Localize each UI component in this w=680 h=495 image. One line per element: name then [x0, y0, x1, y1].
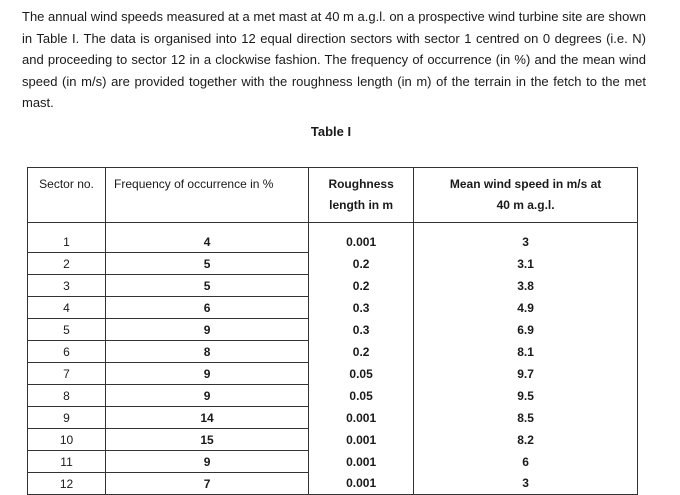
table-row	[28, 385, 638, 407]
table-spacer-row	[28, 223, 638, 232]
wind-speed-cell: 3.8	[414, 275, 638, 297]
intro-paragraph: The annual wind speeds measured at a met mast at 40 m a.g.l. on a prospective wind turbine site are shown in Table I. The data is organised into 12 equal direction sectors with sector 1 centred on 0 degrees (i.e. N) and proceeding to sector 12 in a clockwise fashion. The frequency of occurrence (in %) and the mean wind speed (in m/s) are provided together with the roughness length (in m) of the terrain in the fetch to the met mast.	[22, 9, 646, 110]
wind-speed-cell: 4.9	[414, 297, 638, 319]
frequency-cell: 8	[106, 341, 309, 363]
frequency-cell: 9	[106, 319, 309, 341]
table-row	[28, 429, 638, 451]
roughness-cell: 0.001	[309, 451, 414, 473]
table-row	[28, 275, 638, 297]
frequency-cell: 7	[106, 473, 309, 495]
wind-speed-cell: 8.2	[414, 429, 638, 451]
frequency-cell: 9	[106, 451, 309, 473]
table-row	[28, 363, 638, 385]
frequency-cell: 9	[106, 363, 309, 385]
header-wind-line1: Mean wind speed in m/s at	[449, 177, 602, 191]
table-row	[28, 341, 638, 363]
header-wind-line2: 40 m a.g.l.	[496, 198, 555, 212]
wind-speed-cell: 8.5	[414, 407, 638, 429]
spacer-cell	[28, 223, 106, 232]
wind-data-table	[27, 167, 638, 495]
wind-speed-cell: 8.1	[414, 341, 638, 363]
sector-cell: 10	[28, 429, 106, 451]
frequency-cell: 15	[106, 429, 309, 451]
wind-speed-cell: 3.1	[414, 253, 638, 275]
sector-cell: 7	[28, 363, 106, 385]
header-wind-speed	[414, 168, 638, 223]
table-row	[28, 473, 638, 495]
roughness-cell: 0.05	[309, 385, 414, 407]
header-roughness-line1: Roughness	[328, 177, 394, 191]
sector-cell: 11	[28, 451, 106, 473]
spacer-cell	[414, 223, 638, 232]
table-row	[28, 319, 638, 341]
header-frequency: Frequency of occurrence in %	[106, 168, 309, 223]
table-body	[28, 223, 638, 495]
header-roughness	[309, 168, 414, 223]
header-sector: Sector no.	[28, 168, 106, 223]
roughness-cell: 0.2	[309, 275, 414, 297]
sector-cell: 12	[28, 473, 106, 495]
sector-cell: 4	[28, 297, 106, 319]
wind-speed-cell: 6	[414, 451, 638, 473]
wind-speed-cell: 6.9	[414, 319, 638, 341]
table-caption	[0, 124, 680, 139]
table-row	[28, 451, 638, 473]
sector-cell: 5	[28, 319, 106, 341]
sector-cell: 1	[28, 231, 106, 253]
sector-cell: 6	[28, 341, 106, 363]
roughness-cell: 0.2	[309, 341, 414, 363]
frequency-cell: 6	[106, 297, 309, 319]
frequency-cell: 4	[106, 231, 309, 253]
roughness-cell: 0.001	[309, 231, 414, 253]
table-header-row	[28, 168, 638, 223]
wind-speed-cell: 3	[414, 231, 638, 253]
wind-speed-cell: 3	[414, 473, 638, 495]
roughness-cell: 0.2	[309, 253, 414, 275]
wind-speed-cell: 9.5	[414, 385, 638, 407]
table-row	[28, 253, 638, 275]
table-caption-text: Table I	[310, 124, 352, 139]
table-row	[28, 407, 638, 429]
spacer-cell	[106, 223, 309, 232]
roughness-cell: 0.001	[309, 473, 414, 495]
frequency-cell: 5	[106, 253, 309, 275]
sector-cell: 2	[28, 253, 106, 275]
header-roughness-line2: length in m	[329, 198, 394, 212]
roughness-cell: 0.3	[309, 297, 414, 319]
spacer-cell	[309, 223, 414, 232]
sector-cell: 8	[28, 385, 106, 407]
roughness-cell: 0.001	[309, 429, 414, 451]
roughness-cell: 0.001	[309, 407, 414, 429]
frequency-cell: 14	[106, 407, 309, 429]
wind-speed-cell: 9.7	[414, 363, 638, 385]
roughness-cell: 0.3	[309, 319, 414, 341]
sector-cell: 3	[28, 275, 106, 297]
roughness-cell: 0.05	[309, 363, 414, 385]
table-row	[28, 297, 638, 319]
sector-cell: 9	[28, 407, 106, 429]
frequency-cell: 9	[106, 385, 309, 407]
table-row	[28, 231, 638, 253]
frequency-cell: 5	[106, 275, 309, 297]
